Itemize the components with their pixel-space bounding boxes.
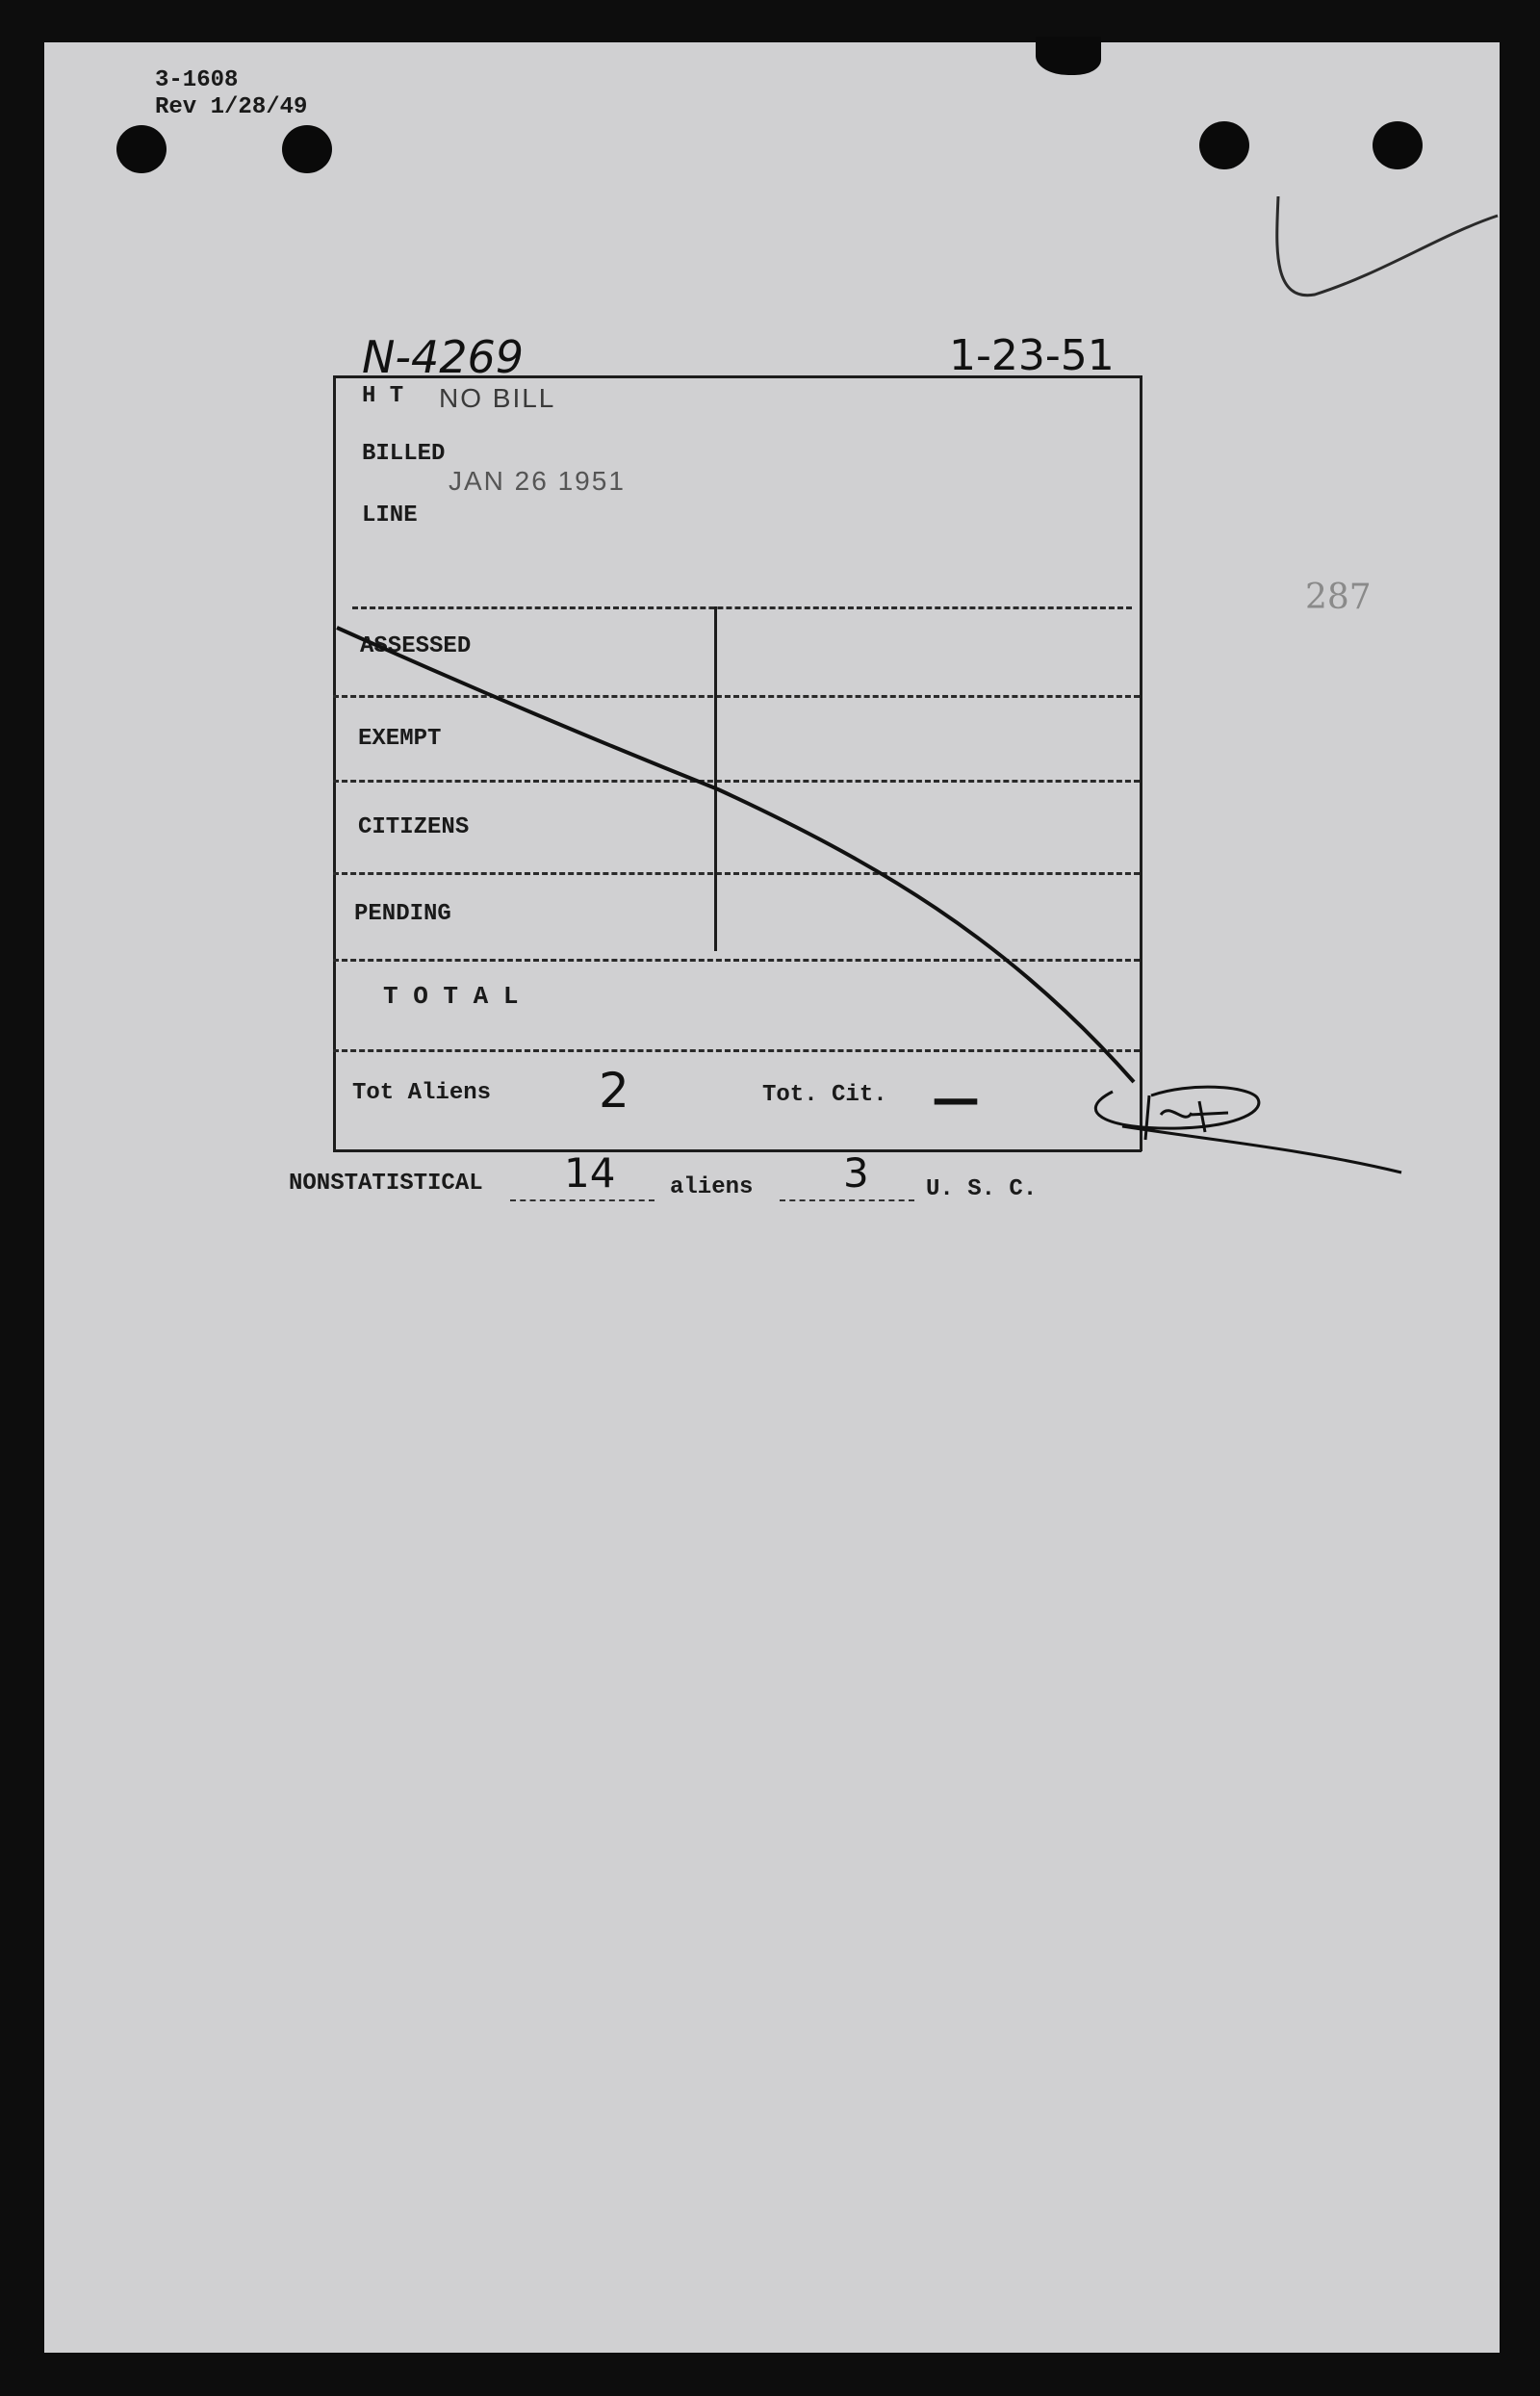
exempt-label: EXEMPT <box>358 726 442 752</box>
table-top-border <box>333 375 1142 378</box>
torn-edge-mark <box>1036 37 1101 75</box>
tot-aliens-value: 2 <box>599 1063 629 1119</box>
punch-hole <box>1199 121 1249 169</box>
nonstat-usc-blank <box>780 1199 914 1201</box>
form-number: 3-1608 <box>155 67 239 93</box>
check-mark <box>1257 177 1507 350</box>
case-number: N-4269 <box>362 331 525 383</box>
line-label: LINE <box>362 502 418 528</box>
row-divider <box>352 606 1132 609</box>
nonstat-aliens-value: 14 <box>564 1149 616 1197</box>
aliens-label: aliens <box>670 1174 754 1200</box>
punch-hole <box>1373 121 1423 169</box>
form-revision: Rev 1/28/49 <box>155 94 308 120</box>
citizens-label: CITIZENS <box>358 814 470 840</box>
page-number: 287 <box>1305 578 1372 617</box>
cancellation-stroke <box>333 620 1142 1092</box>
tot-aliens-label: Tot Aliens <box>352 1080 492 1106</box>
tot-cit-value: — <box>932 1070 980 1126</box>
table-bottom-border <box>333 1149 1142 1152</box>
initials-signature <box>1065 1072 1411 1178</box>
punch-hole <box>116 125 167 173</box>
document-sheet <box>44 42 1500 2353</box>
no-bill-stamp: NO BILL <box>439 383 556 413</box>
pending-label: PENDING <box>354 901 451 927</box>
usc-label: U. S. C. <box>926 1176 1038 1202</box>
ht-label: H T <box>362 383 404 409</box>
punch-hole <box>282 125 332 173</box>
nonstat-aliens-blank <box>510 1199 654 1201</box>
nonstat-usc-value: 3 <box>843 1149 869 1197</box>
received-date-stamp: JAN 26 1951 <box>449 466 626 496</box>
assessed-label: ASSESSED <box>360 633 472 659</box>
total-label: T O T A L <box>383 982 519 1011</box>
nonstatistical-label: NONSTATISTICAL <box>289 1171 483 1197</box>
handwritten-date: 1-23-51 <box>949 331 1115 380</box>
tot-cit-label: Tot. Cit. <box>762 1082 887 1108</box>
billed-label: BILLED <box>362 441 446 467</box>
